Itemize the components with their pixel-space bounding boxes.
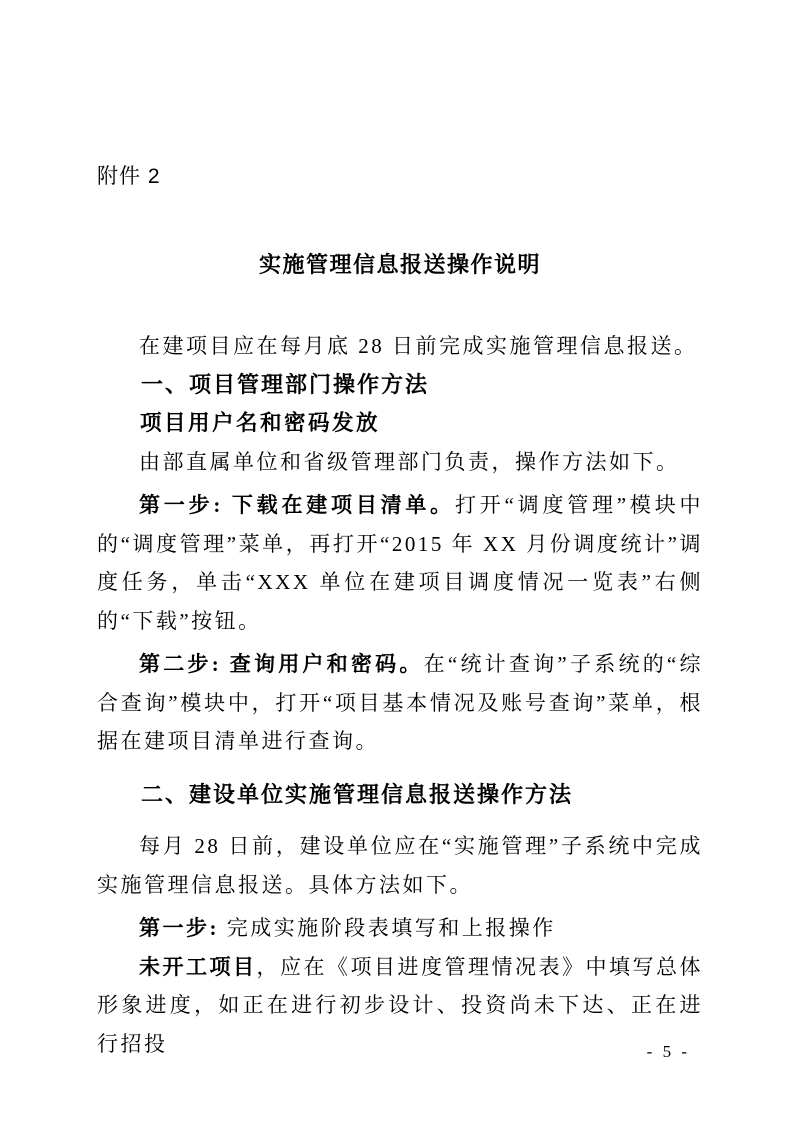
step3-lead-text: 第一步:	[139, 916, 227, 940]
step1-body-text: 打开“调度管理”模块中的“调度管理”菜单，再打开“2015 年 XX 月份调度统计”调度任务，单击“XXX 单位在建项目调度情况一览表”右侧的“下载”按钮。	[97, 493, 703, 633]
step2-paragraph	[97, 645, 703, 761]
step4-body-text: ，应在《项目进度管理情况表》中填写总体形象进度，如正在进行初步设计、投资尚未下达、正在进行招投	[97, 954, 703, 1056]
step1-lead-text: 第一步: 下载在建项目清单。	[139, 493, 455, 517]
step3-paragraph	[97, 909, 703, 948]
section1-heading: 一、项目管理部门操作方法	[141, 371, 430, 397]
step4-lead-text: 未开工项目	[139, 954, 257, 979]
step2-lead-text: 第二步: 查询用户和密码。	[139, 652, 424, 676]
page-number: - 5 -	[646, 1042, 690, 1061]
step4-paragraph	[97, 948, 703, 1064]
document-title: 实施管理信息报送操作说明	[258, 252, 541, 277]
section2-heading: 二、建设单位实施管理信息报送操作方法	[141, 781, 574, 807]
step3-body-text: 完成实施阶段表填写和上报操作	[226, 916, 556, 940]
step1-paragraph	[97, 486, 703, 640]
section1-intro-paragraph: 由部直属单位和省级管理部门负责，操作方法如下。	[139, 449, 680, 474]
attachment-label: 附件 2	[97, 165, 161, 188]
intro-paragraph: 在建项目应在每月底 28 日前完成实施管理信息报送。	[139, 334, 698, 358]
section2-intro-paragraph: 每月 28 日前，建设单位应在“实施管理”子系统中完成实施管理信息报送。具体方法如下。	[97, 834, 703, 897]
section1-subheading: 项目用户名和密码发放	[140, 411, 381, 435]
step2-body-text: 在“统计查询”子系统的“综合查询”模块中，打开“项目基本情况及账号查询”菜单，根据在建项目清单进行查询。	[97, 652, 703, 753]
